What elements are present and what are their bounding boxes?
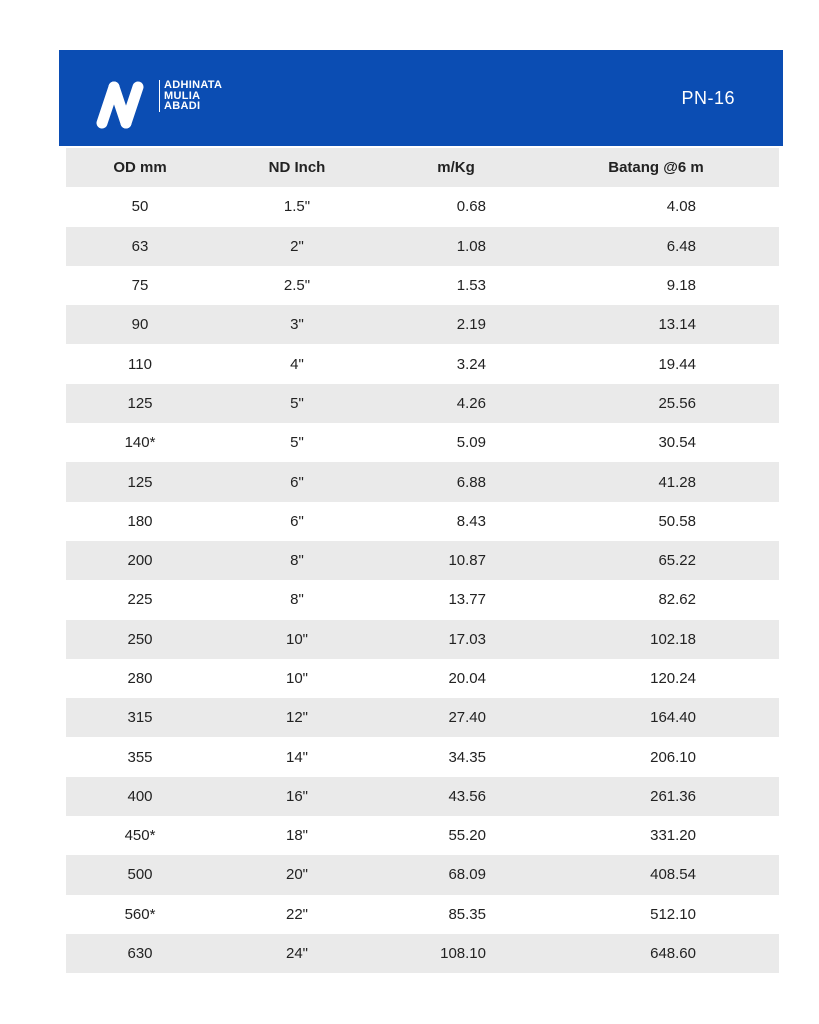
table-row: 125 6" 6.88 41.28 [66,462,779,501]
brand-line-2: MULIA [164,89,201,102]
header-banner [59,50,783,146]
mkg-cell: 20.04 [448,670,486,687]
adhinata-logo-icon [92,73,152,133]
mkg-cell: 55.20 [448,827,486,845]
mkg-cell: 43.56 [448,787,486,805]
table-row: 225 8" 13.77 82.62 [127,591,696,609]
batang-cell: 4.08 [666,198,696,216]
table-row: 630 24" 108.10 648.60 [66,934,779,973]
mkg-cell: 1.53 [456,277,486,295]
table-row: 90 3" 2.19 13.14 [66,305,779,344]
mkg-cell: 68.09 [448,866,486,884]
batang-cell: 19.44 [658,355,696,373]
batang-cell: 30.54 [658,434,696,452]
spec-table [66,148,779,973]
batang-cell: 206.10 [650,748,696,766]
brand-line-1: ADHINATA [164,79,223,91]
mkg-cell: 0.68 [456,198,486,216]
batang-cell: 50.58 [658,512,696,530]
batang-cell: 331.20 [650,827,696,845]
mkg-cell: 108.10 [440,945,486,963]
mkg-cell: 6.88 [456,473,486,491]
mkg-cell: 13.77 [448,591,486,609]
batang-cell: 120.24 [650,670,696,687]
batang-cell: 65.22 [658,552,696,570]
batang-cell: 102.18 [650,630,696,648]
mkg-cell: 1.08 [456,237,486,255]
mkg-cell: 4.26 [456,394,486,412]
batang-cell: 6.48 [666,237,696,255]
mkg-cell: 8.43 [456,512,486,530]
table-row: 500 20" 68.09 408.54 [66,855,779,894]
batang-cell: 82.62 [658,591,696,609]
table-row: 560* 22" 85.35 512.10 [124,905,696,923]
mkg-cell: 34.35 [448,748,486,766]
batang-cell: 9.18 [666,277,696,295]
mkg-cell: 27.40 [448,709,486,727]
table-row: 75 2.5" 1.53 9.18 [131,277,696,295]
mkg-cell: 10.87 [448,552,486,570]
table-row: 400 16" 43.56 261.36 [66,777,779,816]
table-row: 140* 5" 5.09 30.54 [124,434,696,452]
table-row: 63 2" 1.08 6.48 [66,227,779,266]
column-header-mkg: m/Kg [437,159,475,177]
column-header-batang: Batang @6 m [608,159,704,177]
batang-cell: 13.14 [658,316,696,334]
table-row: 200 8" 10.87 65.22 [66,541,779,580]
mkg-cell: 2.19 [456,316,486,334]
table-row: 280 10" 20.04 120.24 [127,670,696,687]
table-row: 250 10" 17.03 102.18 [66,620,779,659]
table-row: 110 4" 3.24 19.44 [128,355,696,373]
table-header-row: OD mm ND Inch m/Kg Batang @6 m [66,148,779,187]
brand-line-3: ABADI [164,100,201,112]
mkg-cell: 3.24 [456,355,486,373]
batang-cell: 408.54 [650,866,696,884]
batang-cell: 41.28 [658,473,696,491]
mkg-cell: 17.03 [448,630,486,648]
batang-cell: 512.10 [650,905,696,923]
table-row: 180 6" 8.43 50.58 [127,512,696,530]
batang-cell: 648.60 [650,945,696,963]
batang-cell: 164.40 [650,709,696,727]
table-row: 450* 18" 55.20 331.20 [124,827,696,845]
batang-cell: 261.36 [650,787,696,805]
mkg-cell: 85.35 [448,905,486,923]
table-row: 125 5" 4.26 25.56 [66,384,779,423]
mkg-cell: 5.09 [456,434,486,452]
table-row: 50 1.5" 0.68 4.08 [131,198,696,216]
batang-cell: 25.56 [658,394,696,412]
brand-name [159,80,222,112]
table-row: 315 12" 27.40 164.40 [66,698,779,737]
table-row: 355 14" 34.35 206.10 [127,748,696,766]
pressure-class-label: PN-16 [681,88,735,108]
